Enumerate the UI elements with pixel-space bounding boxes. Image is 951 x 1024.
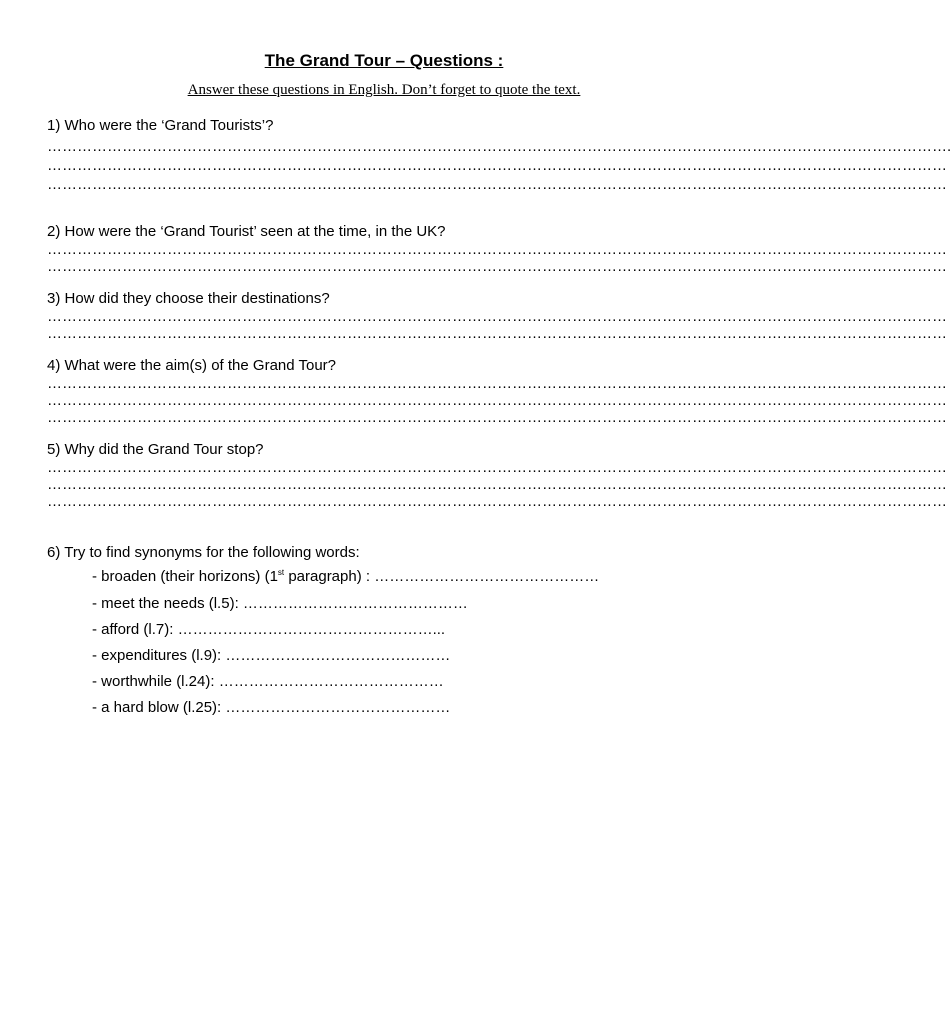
question-5: 5) Why did the Grand Tour stop? xyxy=(47,441,264,458)
question-4: 4) What were the aim(s) of the Grand Tour? xyxy=(47,357,337,374)
synonym-item-meet-the-needs[interactable]: - meet the needs (l.5): ……………………………………… xyxy=(92,595,468,612)
question-6: 6) Try to find synonyms for the following words: xyxy=(47,544,360,561)
synonym-item-worthwhile[interactable]: - worthwhile (l.24): ……………………………………… xyxy=(92,673,444,690)
synonym-item-hard-blow[interactable]: - a hard blow (l.25): ……………………………………… xyxy=(92,699,451,716)
synonym-prefix: - broaden (their horizons) (1 xyxy=(92,568,278,585)
question-2: 2) How were the ‘Grand Tourist’ seen at the time, in the UK? xyxy=(47,223,446,240)
answer-line[interactable]: ……………………………………………………………………………………………………………………………………………………………… xyxy=(47,308,947,325)
answer-line[interactable]: ……………………………………………………………………………………………………………………………………………………………… xyxy=(47,258,947,275)
synonym-suffix: paragraph) : ……………………………………… xyxy=(284,568,600,585)
answer-line[interactable]: ……………………………………………………………………………………………………………………………………………………………… xyxy=(47,493,947,510)
answer-line[interactable]: ……………………………………………………………………………………………………………………………………………………………… xyxy=(47,241,947,258)
answer-line[interactable]: ……………………………………………………………………………………………………………………………………………………………… xyxy=(47,459,947,476)
answer-line[interactable]: ……………………………………………………………………………………………………………………………………………………………… xyxy=(47,409,947,426)
answer-line[interactable]: ……………………………………………………………………………………………………………………………………………………………… xyxy=(47,157,947,174)
superscript-ordinal: st xyxy=(277,568,285,577)
answer-line[interactable]: ………………………………………………………………………………………………………………………………………………………………. xyxy=(47,138,951,155)
question-3: 3) How did they choose their destinations? xyxy=(47,290,330,307)
page-title: The Grand Tour – Questions : xyxy=(264,51,504,70)
instructions: Answer these questions in English. Don’t forget to quote the text. xyxy=(187,82,581,98)
synonym-item-broaden[interactable] xyxy=(92,568,599,586)
question-1: 1) Who were the ‘Grand Tourists’? xyxy=(47,117,274,134)
answer-line[interactable]: ……………………………………………………………………………………………………………………………………………………………… xyxy=(47,325,947,342)
answer-line[interactable]: ……………………………………………………………………………………………………………………………………………………………… xyxy=(47,476,947,493)
answer-line[interactable]: ……………………………………………………………………………………………………………………………………………………………… xyxy=(47,176,947,193)
answer-line[interactable]: ……………………………………………………………………………………………………………………………………………………………… xyxy=(47,392,947,409)
answer-line[interactable]: ……………………………………………………………………………………………………………………………………………………………… xyxy=(47,375,947,392)
synonym-item-expenditures[interactable]: - expenditures (l.9): ……………………………………… xyxy=(92,647,451,664)
synonym-item-afford[interactable]: - afford (l.7): ……………………………………………... xyxy=(92,621,446,638)
